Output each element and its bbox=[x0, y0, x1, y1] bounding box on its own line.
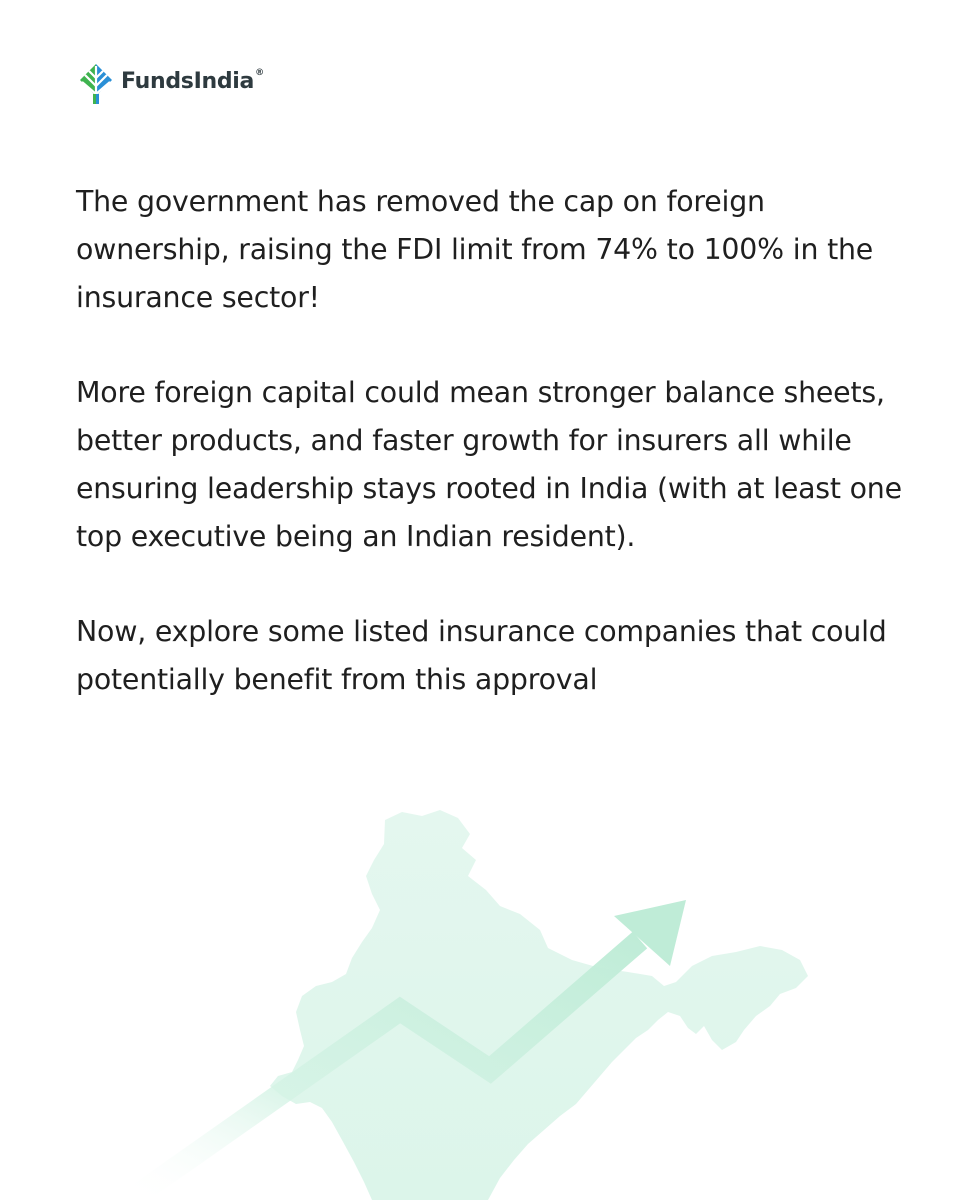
fundsindia-leaf-icon bbox=[76, 60, 116, 104]
post-body bbox=[76, 178, 906, 751]
brand-name: FundsIndia® bbox=[121, 68, 264, 94]
india-map-icon bbox=[270, 810, 808, 1200]
registered-mark: ® bbox=[255, 68, 264, 78]
background-illustration bbox=[0, 790, 956, 1200]
paragraph-fdi-announcement: The government has removed the cap on foreign ownership, raising the FDI limit from 74% to 100% in the insurance sector! bbox=[76, 185, 874, 314]
brand-logo bbox=[76, 60, 264, 104]
paragraph-call-to-explore: Now, explore some listed insurance companies that could potentially benefit from this approval bbox=[76, 615, 887, 696]
paragraph-foreign-capital-impact: More foreign capital could mean stronger balance sheets, better products, and faster growth for insurers all while ensuring leadership stays rooted in India (with at least one top executive being an Indian resident). bbox=[76, 376, 902, 553]
